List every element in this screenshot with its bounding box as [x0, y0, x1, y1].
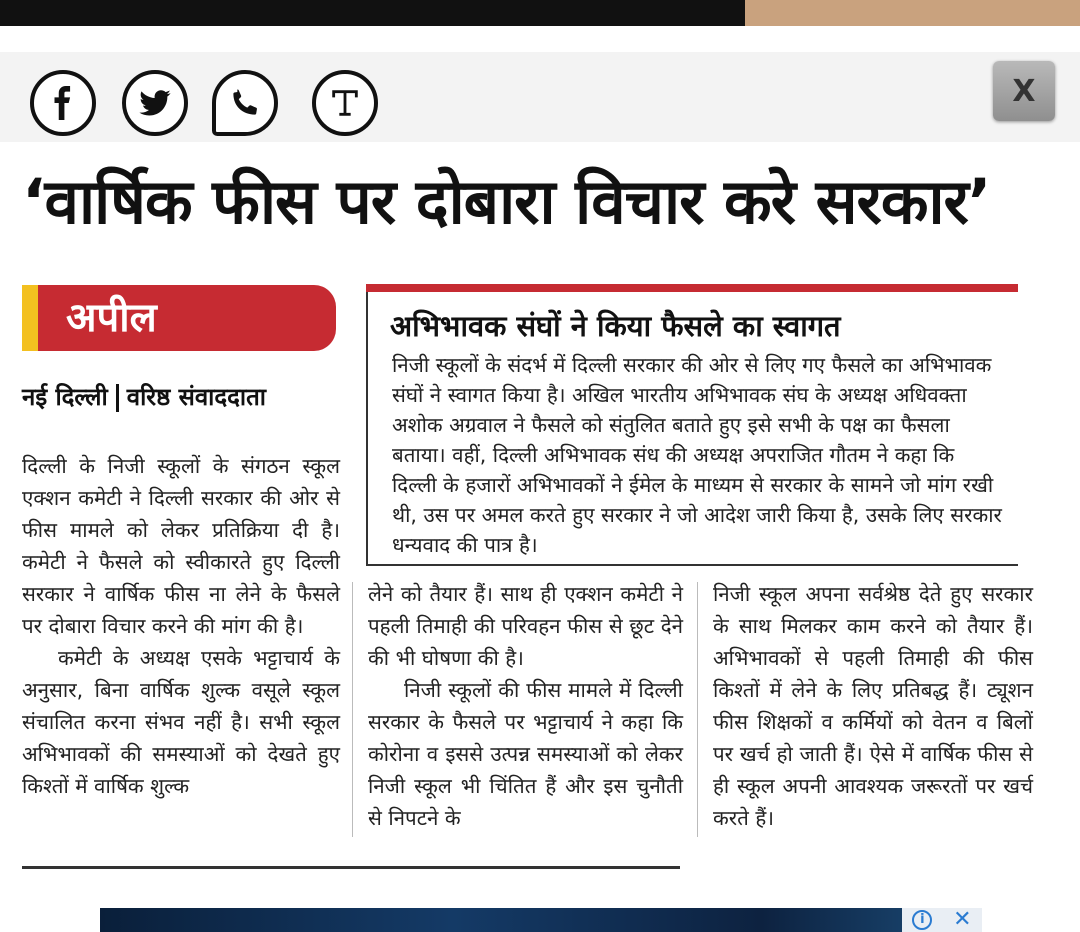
twitter-icon[interactable] — [122, 70, 188, 136]
top-ad-banner[interactable] — [0, 0, 1080, 26]
section-tag — [22, 285, 336, 351]
close-icon[interactable]: ✕ — [953, 907, 972, 932]
info-icon[interactable]: i — [912, 910, 932, 930]
column-paragraph: निजी स्कूल अपना सर्वश्रेष्ठ देते हुए सरकार के साथ मिलकर काम करने को तैयार हैं। अभिभावकों से पहली तिमाही की फीस किश्तों में लेने के लिए प्रतिबद्ध हैं। ट्यूशन फीस शिक्षकों व कर्मियों को वेतन व बिलों पर खर्च हो जाती हैं। ऐसे में वार्षिक फीस से ही स्कूल अपनी आवश्यक जरूरतों पर खर्च करते हैं। — [713, 582, 1033, 830]
column-paragraph: दिल्ली के निजी स्कूलों के संगठन स्कूल एक्शन कमेटी ने दिल्ली सरकार की ओर से फीस मामले को लेकर प्रतिक्रिया दी है। कमेटी ने फैसले को स्वीकारते हुए दिल्ली सरकार ने वार्षिक फीस ना लेने के फैसले पर दोबारा विचार करने की मांग की है। — [22, 454, 340, 638]
close-button[interactable]: X — [993, 61, 1055, 121]
bottom-ad-banner[interactable] — [100, 908, 982, 932]
facebook-glyph — [46, 86, 80, 120]
box-top-rule — [366, 284, 1018, 292]
byline-place: नई दिल्ली — [22, 383, 108, 411]
whatsapp-icon[interactable] — [212, 70, 278, 136]
column-paragraph: निजी स्कूलों की फीस मामले में दिल्ली सरकार के फैसले पर भट्टाचार्य ने कहा कि कोरोना व इससे उत्पन्न समस्याओं को लेकर निजी स्कूल भी चिंतित हैं और इस चुनौती से निपटने के — [368, 678, 683, 830]
bottom-rule — [22, 866, 680, 869]
column-divider — [352, 582, 353, 837]
article-column-2 — [368, 578, 683, 834]
tag-accent-bar — [22, 285, 38, 351]
text-size-glyph — [328, 86, 362, 120]
column-paragraph: कमेटी के अध्यक्ष एसके भट्टाचार्य के अनुसार, बिना वार्षिक शुल्क वसूले स्कूल संचालित करना संभव नहीं है। सभी स्कूल अभिभावकों की समस्याओं को देखते हुए किश्तों में वार्षिक शुल्क — [22, 646, 340, 798]
column-divider — [697, 582, 698, 837]
article-column-3 — [713, 578, 1033, 834]
byline-author: वरिष्ठ संवाददाता — [126, 383, 266, 411]
ad-controls — [902, 908, 982, 932]
article-headline: ‘वार्षिक फीस पर दोबारा विचार करे सरकार’ — [22, 165, 991, 238]
twitter-glyph — [138, 86, 172, 120]
box-title: अभिभावक संघों ने किया फैसले का स्वागत — [390, 309, 841, 343]
box-body: निजी स्कूलों के संदर्भ में दिल्ली सरकार की ओर से लिए गए फैसले का अभिभावक संघों ने स्वागत किया है। अखिल भारतीय अभिभावक संघ के अध्यक्ष अधिवक्ता अशोक अग्रवाल ने फैसले को संतुलित बताते हुए इसे सभी के पक्ष का फैसला बताया। वहीं, दिल्ली अभिभावक संध की अध्यक्ष अपराजित गौतम ने कहा कि दिल्ली के हजारों अभिभावकों ने ईमेल के माध्यम से सरकार के सामने जो मांग रखी थी, उस पर अमल करते हुए सरकार ने जो आदेश जारी किया है, उसके लिए सरकार धन्यवाद की पात्र है। — [392, 353, 1002, 557]
byline — [22, 380, 266, 413]
facebook-icon[interactable] — [30, 70, 96, 136]
text-size-icon[interactable] — [312, 70, 378, 136]
column-paragraph: लेने को तैयार हैं। साथ ही एक्शन कमेटी ने पहली तिमाही की परिवहन फीस से छूट देने की भी घोषणा की है। — [368, 582, 683, 670]
top-banner-image — [745, 0, 1080, 26]
whatsapp-glyph — [228, 86, 262, 120]
tag-label: अपील — [66, 295, 157, 341]
article-column-1 — [22, 450, 340, 802]
byline-separator — [116, 384, 119, 412]
